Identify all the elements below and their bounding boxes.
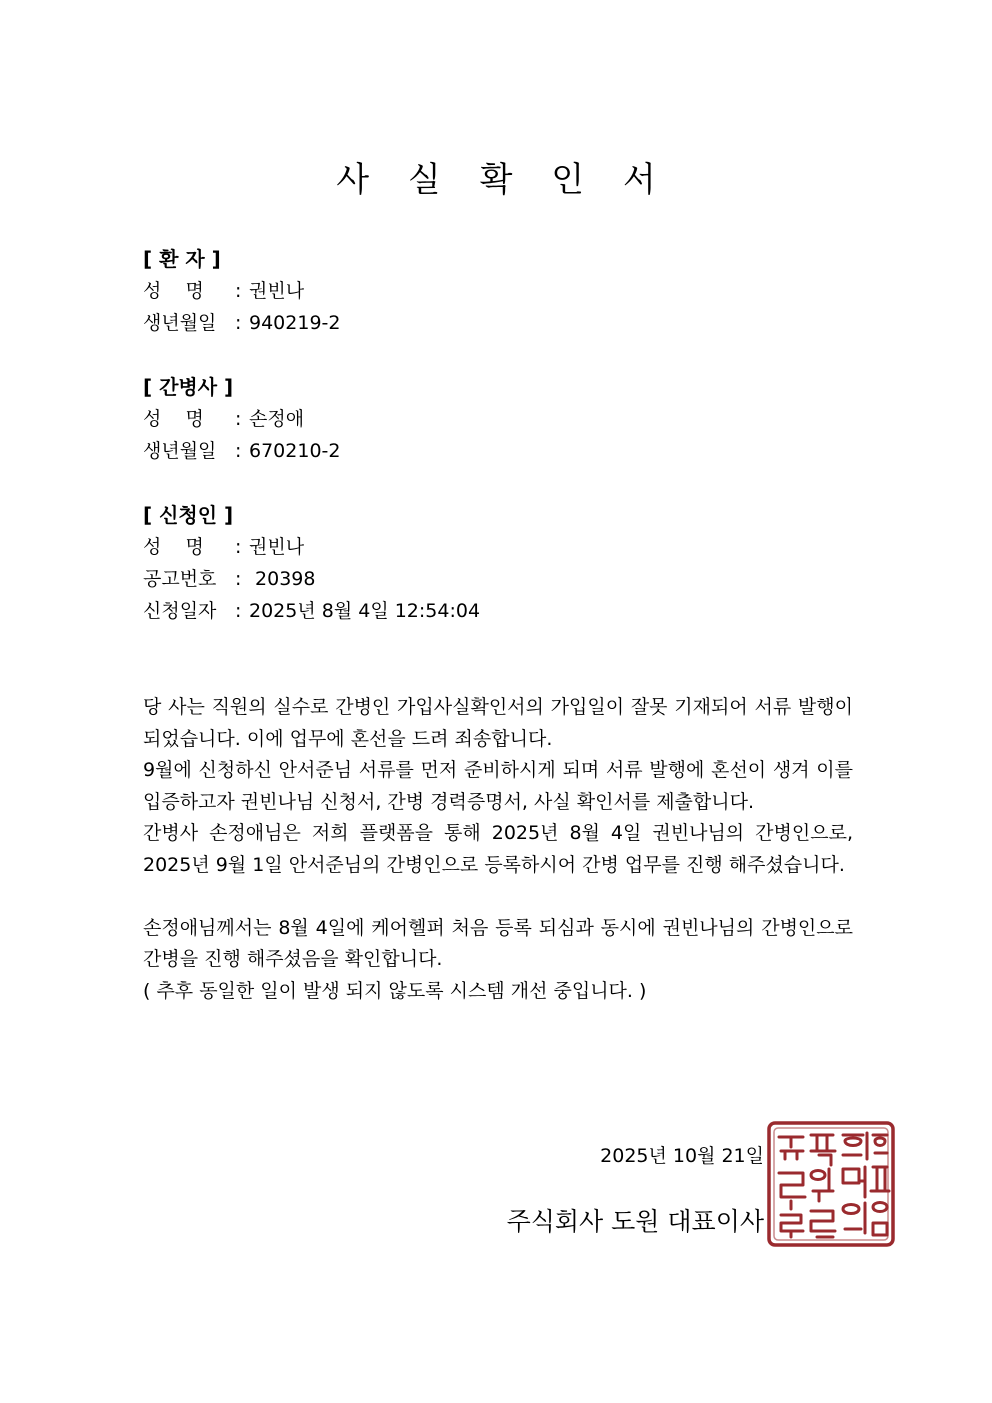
document-title: 사 실 확 인 서 bbox=[336, 160, 670, 200]
body-paragraph-3: 간병사 손정애님은 저희 플랫폼을 통해 2025년 8월 4일 권빈나님의 간병인으로, 2025년 9월 1일 안서준님의 간병인으로 등록하시어 간병 업무를 진행 해주셨습니다. bbox=[143, 822, 853, 876]
caregiver-birth-row: 생년월일 : 670210-2 bbox=[143, 435, 863, 467]
patient-name-label: 성 명 bbox=[143, 280, 204, 302]
company-representative: 주식회사 도원 대표이사 bbox=[506, 1207, 764, 1236]
company-seal-icon bbox=[767, 1121, 895, 1247]
applicant-date-label: 신청일자 bbox=[143, 600, 217, 622]
patient-name-value: 권빈나 bbox=[249, 280, 305, 302]
caregiver-name-value: 손정애 bbox=[249, 408, 305, 430]
issue-date: 2025년 10월 21일 bbox=[600, 1145, 764, 1167]
body-paragraph-1: 당 사는 직원의 실수로 간병인 가입사실확인서의 가입일이 잘못 기재되어 서류 발행이 되었습니다. 이에 업무에 혼선을 드려 죄송합니다. bbox=[143, 696, 853, 750]
caregiver-name-row: 성 명 : 손정애 bbox=[143, 403, 863, 435]
patient-heading: [ 환 자 ] bbox=[143, 247, 221, 271]
patient-birth-label: 생년월일 bbox=[143, 312, 217, 334]
caregiver-name-label: 성 명 bbox=[143, 408, 204, 430]
applicant-name-row: 성 명 : 권빈나 bbox=[143, 531, 863, 563]
applicant-date-row: 신청일자 : 2025년 8월 4일 12:54:04 bbox=[143, 595, 863, 627]
caregiver-birth-value: 670210-2 bbox=[249, 440, 341, 462]
applicant-notice-row: 공고번호 : 20398 bbox=[143, 563, 863, 595]
caregiver-birth-label: 생년월일 bbox=[143, 440, 217, 462]
patient-birth-row: 생년월일 : 940219-2 bbox=[143, 307, 863, 339]
patient-name-row: 성 명 : 권빈나 bbox=[143, 275, 863, 307]
patient-section bbox=[143, 243, 863, 339]
body-paragraph-4: 손정애님께서는 8월 4일에 케어헬퍼 처음 등록 되심과 동시에 권빈나님의 간병인으로 간병을 진행 해주셨음을 확인합니다. bbox=[143, 916, 853, 970]
applicant-section bbox=[143, 499, 863, 627]
body-paragraph-5: ( 추후 동일한 일이 발생 되지 않도록 시스템 개선 중입니다. ) bbox=[143, 979, 647, 1002]
applicant-notice-value: 20398 bbox=[249, 568, 316, 590]
body-paragraph-2: 9월에 신청하신 안서준님 서류를 먼저 준비하시게 되며 서류 발행에 혼선이 생겨 이를 입증하고자 권빈나님 신청서, 간병 경력증명서, 사실 확인서를 제출합니다. bbox=[143, 759, 853, 813]
applicant-name-label: 성 명 bbox=[143, 536, 204, 558]
applicant-heading: [ 신청인 ] bbox=[143, 503, 234, 527]
caregiver-section bbox=[143, 371, 863, 467]
body-text bbox=[143, 692, 853, 1007]
patient-birth-value: 940219-2 bbox=[249, 312, 341, 334]
caregiver-heading: [ 간병사 ] bbox=[143, 375, 234, 399]
applicant-date-value: 2025년 8월 4일 12:54:04 bbox=[249, 600, 481, 622]
applicant-notice-label: 공고번호 bbox=[143, 568, 217, 590]
applicant-name-value: 권빈나 bbox=[249, 536, 305, 558]
